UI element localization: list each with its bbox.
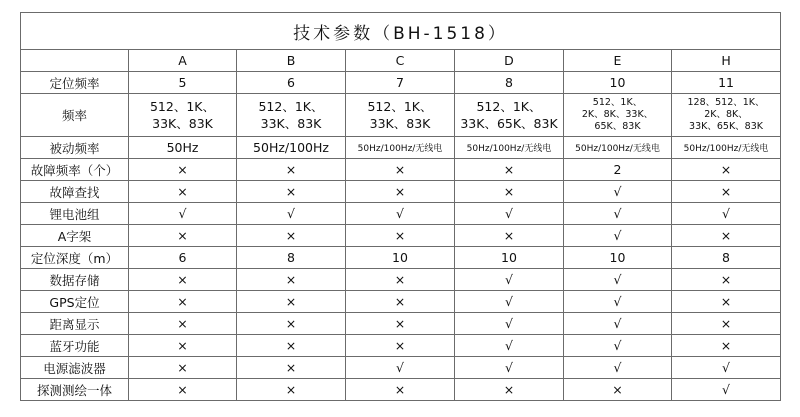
spec-sheet <box>20 12 780 401</box>
column-header: D <box>455 50 564 72</box>
cell-line: 2K、8K、33K、 <box>581 109 654 120</box>
cell-line: 33K、65K、83K <box>460 116 558 131</box>
table-cell: × <box>237 225 346 247</box>
table-cell: √ <box>346 203 455 225</box>
column-header: H <box>672 50 781 72</box>
table-row <box>21 181 781 203</box>
table-cell: × <box>346 313 455 335</box>
table-cell: × <box>129 313 237 335</box>
table-cell: × <box>672 291 781 313</box>
table-cell <box>346 94 455 137</box>
table-title: 技术参数（BH-1518） <box>21 13 781 50</box>
table-cell: × <box>672 159 781 181</box>
table-cell: √ <box>564 203 672 225</box>
table-row <box>21 72 781 94</box>
table-cell: × <box>237 181 346 203</box>
row-label: 距离显示 <box>21 313 129 335</box>
cell-line: 512、1K、 <box>149 99 215 114</box>
table-cell: × <box>672 225 781 247</box>
table-cell: × <box>346 335 455 357</box>
table-cell: × <box>346 159 455 181</box>
table-cell: × <box>129 335 237 357</box>
table-cell: 8 <box>455 72 564 94</box>
table-cell: × <box>129 159 237 181</box>
table-cell: × <box>237 357 346 379</box>
table-cell: 50Hz/100Hz/无线电 <box>455 137 564 159</box>
table-cell: √ <box>455 203 564 225</box>
table-cell: √ <box>455 313 564 335</box>
table-cell: × <box>346 269 455 291</box>
table-row <box>21 203 781 225</box>
row-label: GPS定位 <box>21 291 129 313</box>
table-cell: × <box>672 335 781 357</box>
table-cell: × <box>129 379 237 401</box>
row-label: A字架 <box>21 225 129 247</box>
cell-line: 512、1K、 <box>592 97 643 108</box>
row-label: 被动频率 <box>21 137 129 159</box>
table-cell: √ <box>564 335 672 357</box>
row-label: 锂电池组 <box>21 203 129 225</box>
table-cell: × <box>346 379 455 401</box>
table-cell: × <box>129 181 237 203</box>
table-row <box>21 159 781 181</box>
table-cell: × <box>672 181 781 203</box>
table-row <box>21 137 781 159</box>
table-cell: × <box>237 379 346 401</box>
table-cell: 50Hz/100Hz <box>237 137 346 159</box>
table-row <box>21 291 781 313</box>
table-cell: √ <box>346 357 455 379</box>
table-cell: √ <box>564 313 672 335</box>
table-cell: × <box>129 291 237 313</box>
table-cell: 50Hz <box>129 137 237 159</box>
cell-line: 33K、83K <box>152 116 213 131</box>
table-cell: × <box>237 335 346 357</box>
table-cell: √ <box>237 203 346 225</box>
row-label: 电源滤波器 <box>21 357 129 379</box>
row-label: 定位频率 <box>21 72 129 94</box>
table-cell: √ <box>564 181 672 203</box>
table-cell: √ <box>455 335 564 357</box>
table-cell: × <box>129 357 237 379</box>
table-row <box>21 335 781 357</box>
table-cell: × <box>455 181 564 203</box>
table-cell: × <box>237 159 346 181</box>
table-cell: 50Hz/100Hz/无线电 <box>564 137 672 159</box>
table-row <box>21 269 781 291</box>
table-row <box>21 379 781 401</box>
header-corner <box>21 50 129 72</box>
table-cell: 10 <box>455 247 564 269</box>
table-cell: 6 <box>237 72 346 94</box>
cell-line: 2K、8K、 <box>704 109 748 120</box>
row-label: 故障查找 <box>21 181 129 203</box>
table-cell: × <box>455 159 564 181</box>
table-cell: × <box>237 313 346 335</box>
table-cell: 8 <box>672 247 781 269</box>
table-cell <box>564 94 672 137</box>
table-cell: × <box>455 379 564 401</box>
column-header: B <box>237 50 346 72</box>
spec-table <box>20 12 781 401</box>
table-cell: 7 <box>346 72 455 94</box>
table-cell: √ <box>455 357 564 379</box>
table-cell: √ <box>455 291 564 313</box>
table-cell: × <box>564 379 672 401</box>
table-cell: 10 <box>564 247 672 269</box>
table-cell: × <box>672 313 781 335</box>
table-cell: × <box>346 225 455 247</box>
table-cell: 10 <box>346 247 455 269</box>
table-cell: 5 <box>129 72 237 94</box>
table-cell: 50Hz/100Hz/无线电 <box>672 137 781 159</box>
table-cell: √ <box>564 225 672 247</box>
column-header: E <box>564 50 672 72</box>
row-label: 探测测绘一体 <box>21 379 129 401</box>
row-label: 蓝牙功能 <box>21 335 129 357</box>
table-cell: × <box>346 291 455 313</box>
table-cell: √ <box>564 357 672 379</box>
table-cell: × <box>237 269 346 291</box>
column-header: A <box>129 50 237 72</box>
row-label: 定位深度（m） <box>21 247 129 269</box>
cell-line: 65K、83K <box>594 121 641 132</box>
cell-line: 512、1K、 <box>367 99 433 114</box>
row-label: 频率 <box>21 94 129 137</box>
table-cell: × <box>346 181 455 203</box>
column-header: C <box>346 50 455 72</box>
table-cell <box>672 94 781 137</box>
table-cell: 50Hz/100Hz/无线电 <box>346 137 455 159</box>
table-cell <box>237 94 346 137</box>
table-cell: 11 <box>672 72 781 94</box>
row-label: 数据存储 <box>21 269 129 291</box>
table-cell <box>129 94 237 137</box>
table-cell: √ <box>455 269 564 291</box>
table-cell: 8 <box>237 247 346 269</box>
header-row <box>21 50 781 72</box>
table-cell: √ <box>672 203 781 225</box>
table-cell: × <box>237 291 346 313</box>
table-cell <box>455 94 564 137</box>
table-row <box>21 313 781 335</box>
table-cell: × <box>455 225 564 247</box>
cell-line: 33K、83K <box>369 116 431 131</box>
table-row <box>21 357 781 379</box>
cell-line: 128、512、1K、 <box>687 97 765 108</box>
table-cell: × <box>129 269 237 291</box>
row-label: 故障频率（个） <box>21 159 129 181</box>
table-cell: √ <box>672 379 781 401</box>
cell-line: 512、1K、 <box>476 99 542 114</box>
table-row <box>21 247 781 269</box>
table-cell: √ <box>564 291 672 313</box>
table-cell: √ <box>564 269 672 291</box>
table-cell: × <box>672 269 781 291</box>
table-cell: √ <box>129 203 237 225</box>
cell-line: 33K、65K、83K <box>689 121 763 132</box>
cell-line: 33K、83K <box>260 116 322 131</box>
table-cell: × <box>129 225 237 247</box>
table-cell: 2 <box>564 159 672 181</box>
table-row <box>21 94 781 137</box>
table-cell: 6 <box>129 247 237 269</box>
table-cell: √ <box>672 357 781 379</box>
table-cell: 10 <box>564 72 672 94</box>
table-row <box>21 225 781 247</box>
cell-line: 512、1K、 <box>258 99 324 114</box>
